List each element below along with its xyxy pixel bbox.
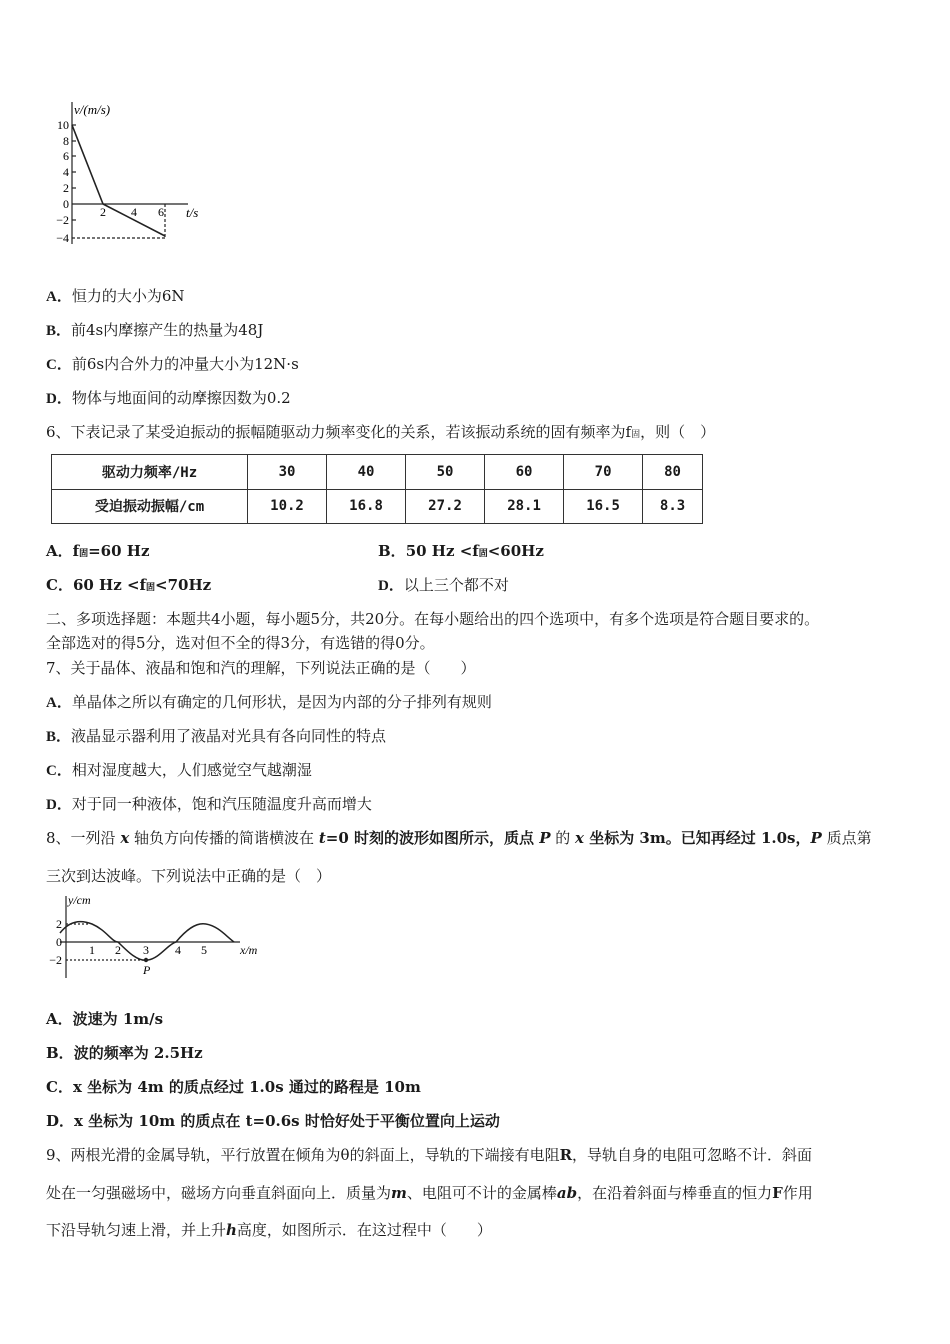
q7-option-a[interactable]: A．单晶体之所以有确定的几何形状，是因为内部的分子排列有规则 (46, 693, 492, 711)
q9-line2: 处在一匀强磁场中，磁场方向垂直斜面向上．质量为m、电阻可不计的金属棒ab，在沿着斜面与棒垂直的恒力F作用 (46, 1184, 813, 1202)
q9-line1: 9、两根光滑的金属导轨，平行放置在倾角为θ的斜面上，导轨的下端接有电阻R，导轨自身的电阻可忽略不计．斜面 (46, 1146, 813, 1164)
wave-graph (40, 892, 270, 982)
table-cell: 28.1 (485, 489, 564, 524)
q6-option-a[interactable]: A．f固=60 Hz (46, 542, 150, 560)
q7-stem: 7、关于晶体、液晶和饱和汽的理解，下列说法正确的是（ ） (46, 659, 476, 677)
vt-x-tick: 2 (100, 205, 106, 219)
vt-y-tick: 10 (57, 118, 69, 132)
wave-x-tick: 3 (143, 943, 149, 957)
vt-x-label: t/s (186, 205, 199, 220)
vt-y-tick: 8 (63, 134, 69, 148)
q8-stem-line2: 三次到达波峰。下列说法中正确的是（ ） (46, 867, 332, 885)
wave-x-tick: 2 (115, 943, 121, 957)
vt-y-tick: −4 (56, 231, 69, 245)
table-cell: 30 (248, 455, 327, 490)
vt-y-label: v/(m/s) (74, 102, 111, 117)
q7-option-d[interactable]: D．对于同一种液体，饱和汽压随温度升高而增大 (46, 795, 372, 813)
table-cell: 16.5 (564, 489, 643, 524)
vt-y-tick: 4 (63, 165, 69, 179)
q8-option-c[interactable]: C．x 坐标为 4m 的质点经过 1.0s 通过的路程是 10m (46, 1078, 421, 1096)
vt-y-tick: 6 (63, 149, 69, 163)
q5-option-b[interactable]: B．前4s内摩擦产生的热量为48J (46, 321, 264, 339)
q8-option-b[interactable]: B．波的频率为 2.5Hz (46, 1044, 203, 1062)
table-header-cell: 驱动力频率/Hz (52, 455, 248, 490)
q7-option-c[interactable]: C．相对湿度越大，人们感觉空气越潮湿 (46, 761, 312, 779)
q6-stem: 6、下表记录了某受迫振动的振幅随驱动力频率变化的关系，若该振动系统的固有频率为f固，则（ ） (46, 423, 716, 441)
table-cell: 16.8 (327, 489, 406, 524)
section2-line1: 二、多项选择题：本题共4小题，每小题5分，共20分。在每小题给出的四个选项中，有多个选项是符合题目要求的。 (46, 610, 820, 628)
vt-y-tick: 2 (63, 181, 69, 195)
q9-line3: 下沿导轨匀速上滑，并上升h高度，如图所示．在这过程中（ ） (46, 1221, 492, 1239)
wave-x-tick: 5 (201, 943, 207, 957)
vt-y-tick: 0 (63, 197, 69, 211)
wave-x-tick: 4 (175, 943, 181, 957)
table-cell: 10.2 (248, 489, 327, 524)
table-header-cell: 受迫振动振幅/cm (52, 489, 248, 524)
table-cell: 8.3 (643, 489, 703, 524)
wave-point-p (144, 958, 148, 962)
wave-y-tick: −2 (49, 953, 62, 967)
table-cell: 40 (327, 455, 406, 490)
q5-option-d[interactable]: D．物体与地面间的动摩擦因数为0.2 (46, 389, 291, 407)
q6-option-c[interactable]: C．60 Hz <f固<70Hz (46, 576, 212, 594)
vt-graph (40, 98, 220, 248)
q8-option-d[interactable]: D．x 坐标为 10m 的质点在 t=0.6s 时恰好处于平衡位置向上运动 (46, 1112, 500, 1130)
q5-option-a[interactable]: A．恒力的大小为6N (46, 287, 185, 305)
vt-x-tick: 6 (158, 205, 164, 219)
table-cell: 50 (406, 455, 485, 490)
wave-x-label: x/m (240, 943, 258, 957)
table-cell: 60 (485, 455, 564, 490)
wave-y-tick: 0 (56, 935, 62, 949)
wave-y-label: y/cm (68, 893, 91, 907)
q6-option-d[interactable]: D．以上三个都不对 (378, 576, 509, 594)
table-cell: 70 (564, 455, 643, 490)
table-row (52, 455, 703, 490)
wave-y-tick: 2 (56, 917, 62, 931)
vt-y-tick: −2 (56, 213, 69, 227)
wave-point-label: P (143, 963, 151, 977)
table-cell: 27.2 (406, 489, 485, 524)
q5-option-c[interactable]: C．前6s内合外力的冲量大小为12N·s (46, 355, 299, 373)
table-row (52, 489, 703, 524)
q6-frequency-table (51, 454, 703, 524)
q8-stem-line1: 8、一列沿 x 轴负方向传播的简谐横波在 t=0 时刻的波形如图所示，质点 P 的 x 坐标为 3m。已知再经过 1.0s，P 质点第 (46, 829, 872, 847)
section2-line2: 全部选对的得5分，选对但不全的得3分，有选错的得0分。 (46, 634, 435, 652)
vt-x-tick: 4 (131, 205, 137, 219)
q7-option-b[interactable]: B．液晶显示器利用了液晶对光具有各向同性的特点 (46, 727, 387, 745)
wave-x-tick: 1 (89, 943, 95, 957)
q6-option-b[interactable]: B．50 Hz <f固<60Hz (378, 542, 544, 560)
q8-option-a[interactable]: A．波速为 1m/s (46, 1010, 164, 1028)
table-cell: 80 (643, 455, 703, 490)
vt-velocity-line (72, 125, 103, 204)
